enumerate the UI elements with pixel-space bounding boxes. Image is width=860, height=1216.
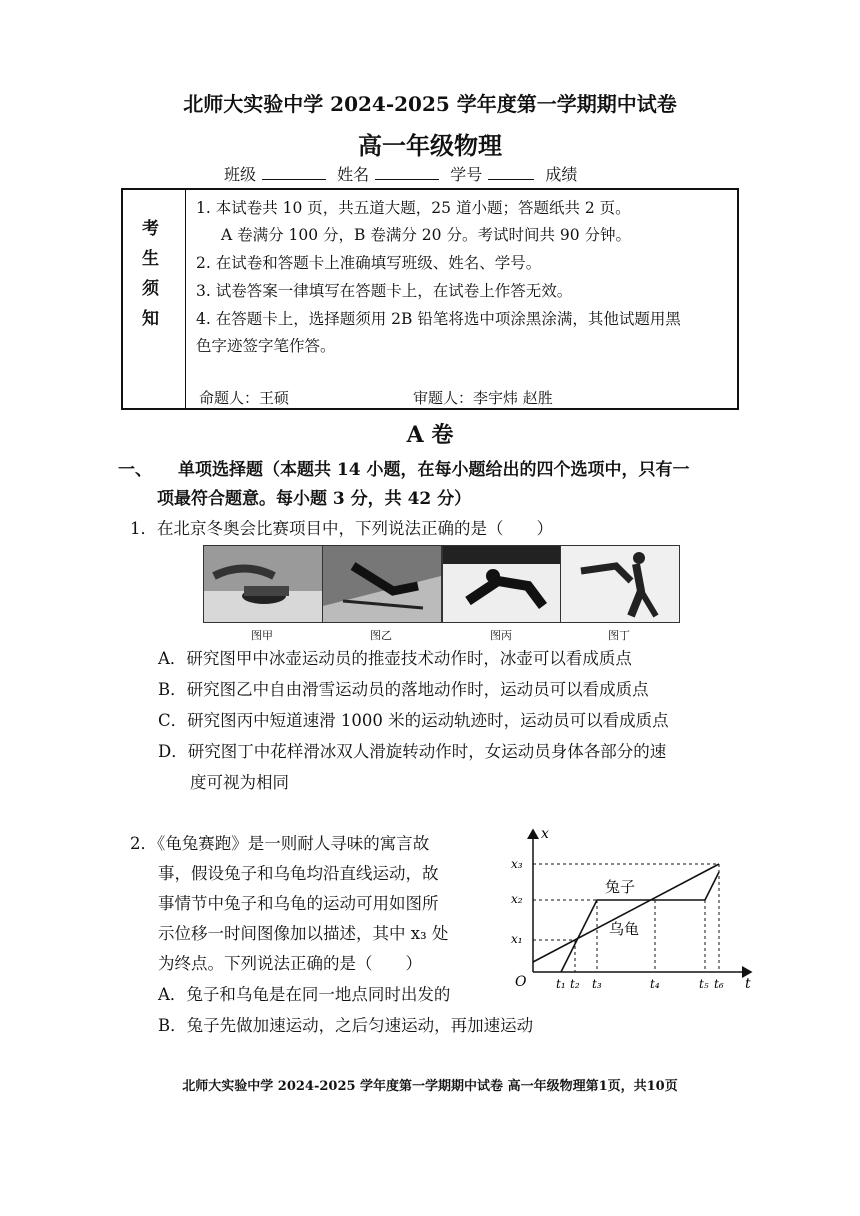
tick-t5: t₅ [699,977,709,991]
notice-line: 3. 试卷答案一律填写在答题卡上，在试卷上作答无效。 [196,282,573,300]
notice-char: 知 [142,309,159,329]
tick-t2: t₂ [570,977,580,991]
q1-option-c: C．研究图丙中短道速滑 1000 米的运动轨迹时，运动员可以看成质点 [158,711,669,730]
caption-bing: 图丙 [490,629,512,642]
notice-line: 2. 在试卷和答题卡上准确填写班级、姓名、学号。 [196,254,542,272]
question-1-stem: 1．在北京冬奥会比赛项目中，下列说法正确的是（ ） [130,519,553,538]
q1-option-a: A．研究图甲中冰壶运动员的推壶技术动作时，冰壶可以看成质点 [158,649,632,668]
q1-option-b: B．研究图乙中自由滑雪运动员的落地动作时，运动员可以看成质点 [158,680,649,699]
tick-x1: x₁ [511,932,523,946]
tick-x3: x₃ [511,857,523,871]
student-info-fields [224,162,583,185]
notice-line: 色字迹签字笔作答。 [196,337,336,355]
curling-photo [203,545,323,623]
tick-t4: t₄ [650,977,660,991]
q2-stem-line: 事情节中兔子和乌龟的运动可用如图所 [158,894,439,913]
tick-x2: x₂ [511,892,523,906]
exam-title: 北师大实验中学 2024-2025 学年度第一学期期中试卷 [183,92,677,116]
part-number: 一、 [118,460,152,480]
figure-skating-photo [560,545,680,623]
tick-t6: t₆ [714,977,724,991]
freestyle-ski-photo [322,545,442,623]
name-label: 姓名 [337,165,370,184]
q2-stem-line: 2．《龟兔赛跑》是一则耐人寻味的寓言故 [130,834,430,853]
displacement-time-graph [505,822,760,997]
student-id-label: 学号 [450,165,483,184]
reviewer-line: 审题人：李宇炜 赵胜 [413,389,553,407]
student-id-blank[interactable] [488,165,534,180]
notice-line: A 卷满分 100 分，B 卷满分 20 分。考试时间共 90 分钟。 [221,226,632,244]
q2-stem-line: 为终点。下列说法正确的是（ ） [158,954,422,973]
y-axis-label: x [541,826,549,842]
q1-option-d-cont: 度可视为相同 [190,773,289,792]
notice-line: 4. 在答题卡上，选择题须用 2B 铅笔将选中项涂黑涂满，其他试题用黑 [196,310,681,328]
q2-stem-line: 示位移一时间图像加以描述，其中 x₃ 处 [158,924,449,943]
class-blank[interactable] [262,165,326,180]
tortoise-label: 乌龟 [609,920,640,938]
name-blank[interactable] [375,165,439,180]
speed-skating-photo [442,545,562,623]
part-heading-line1: 单项选择题（本题共 14 小题，在每小题给出的四个选项中，只有一 [178,460,690,480]
exam-subject: 高一年级物理 [358,131,502,160]
notice-label [123,190,186,408]
rabbit-line [561,872,719,972]
caption-ding: 图丁 [608,629,630,642]
q2-option-b: B．兔子先做加速运动，之后匀速运动，再加速运动 [158,1016,534,1035]
origin-label: O [515,974,527,990]
tick-t1: t₁ [556,977,566,991]
page-footer: 北师大实验中学 2024-2025 学年度第一学期期中试卷 高一年级物理第1页，共10页 [182,1079,678,1094]
part-heading-line2: 项最符合题意。每小题 3 分，共 42 分） [157,489,472,509]
score-label: 成绩 [545,165,578,184]
notice-char: 生 [142,249,159,269]
class-label: 班级 [224,165,257,184]
rabbit-label: 兔子 [605,878,636,896]
notice-char: 须 [142,279,159,299]
caption-yi: 图乙 [370,629,392,642]
author-line: 命题人：王硕 [199,389,290,407]
section-a-title: A 卷 [406,422,454,448]
exam-notice-box [121,188,739,410]
x-axis-label: t [745,976,751,992]
notice-line: 1. 本试卷共 10 页，共五道大题，25 道小题；答题纸共 2 页。 [196,199,631,217]
q2-stem-line: 事，假设兔子和乌龟均沿直线运动，故 [158,864,439,883]
tick-t3: t₃ [592,977,602,991]
q2-option-a: A．兔子和乌龟是在同一地点同时出发的 [158,985,451,1004]
notice-char: 考 [142,219,159,239]
caption-jia: 图甲 [251,629,273,642]
q1-option-d: D．研究图丁中花样滑冰双人滑旋转动作时，女运动员身体各部分的速 [158,742,667,761]
